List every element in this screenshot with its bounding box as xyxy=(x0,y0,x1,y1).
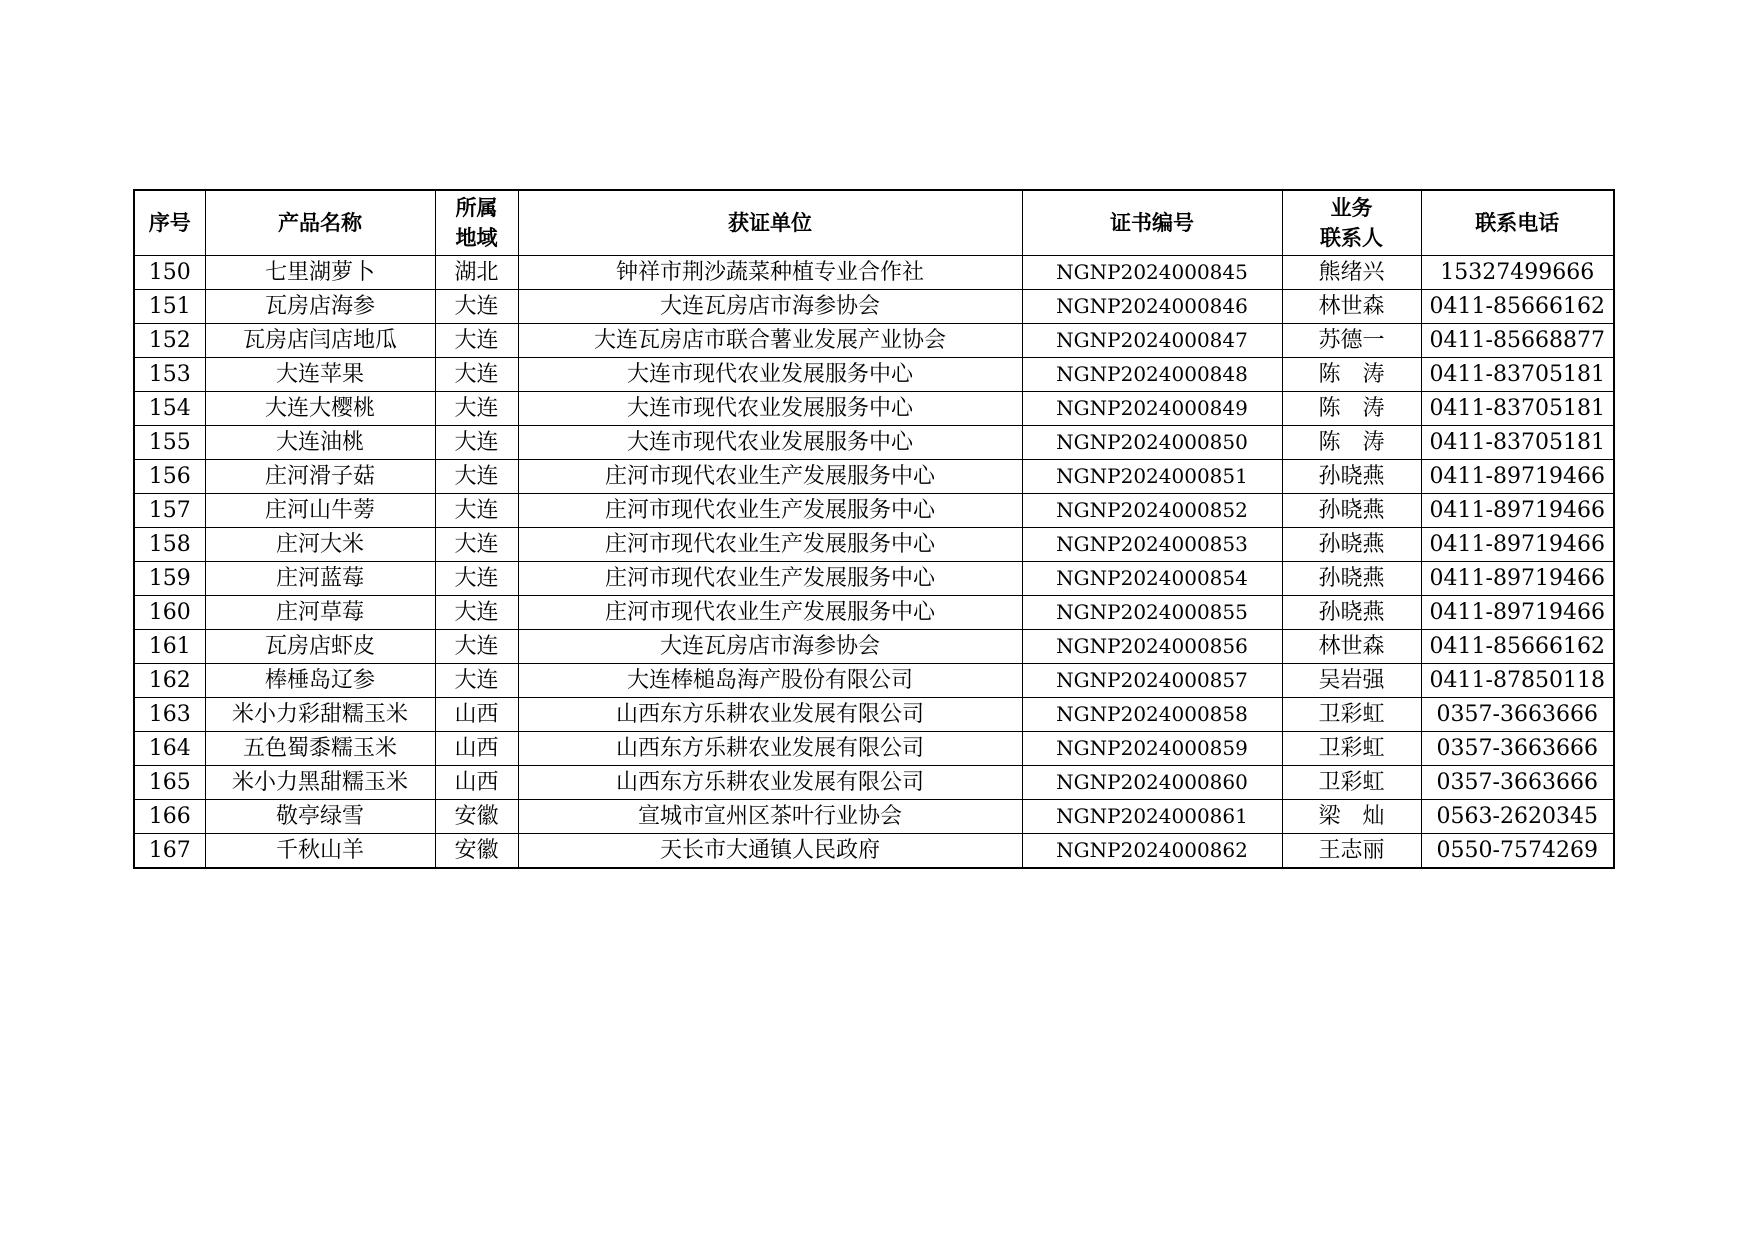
cell-seq: 165 xyxy=(134,766,205,800)
table-row xyxy=(134,800,1614,834)
table-row xyxy=(134,562,1614,596)
cell-unit: 宣城市宣州区茶叶行业协会 xyxy=(518,800,1022,834)
cell-region: 湖北 xyxy=(435,256,518,290)
cell-region: 大连 xyxy=(435,528,518,562)
cell-phone: 0411-83705181 xyxy=(1421,392,1614,426)
cell-region: 山西 xyxy=(435,766,518,800)
cell-phone: 0357-3663666 xyxy=(1421,698,1614,732)
cell-contact: 陈 涛 xyxy=(1282,392,1421,426)
cell-region: 大连 xyxy=(435,358,518,392)
cell-unit: 庄河市现代农业生产发展服务中心 xyxy=(518,528,1022,562)
cell-seq: 151 xyxy=(134,290,205,324)
table-row xyxy=(134,426,1614,460)
cell-cert: NGNP2024000862 xyxy=(1022,834,1282,869)
cell-unit: 庄河市现代农业生产发展服务中心 xyxy=(518,494,1022,528)
cell-unit: 山西东方乐耕农业发展有限公司 xyxy=(518,698,1022,732)
cell-product: 庄河滑子菇 xyxy=(205,460,435,494)
cell-region: 大连 xyxy=(435,460,518,494)
cell-unit: 大连市现代农业发展服务中心 xyxy=(518,392,1022,426)
cell-phone: 0411-83705181 xyxy=(1421,358,1614,392)
table-row xyxy=(134,834,1614,869)
table-row xyxy=(134,358,1614,392)
cell-product: 敬亭绿雪 xyxy=(205,800,435,834)
cell-region: 大连 xyxy=(435,664,518,698)
cell-region: 安徽 xyxy=(435,834,518,869)
cell-unit: 山西东方乐耕农业发展有限公司 xyxy=(518,732,1022,766)
header-product: 产品名称 xyxy=(205,190,435,256)
cell-phone: 0411-89719466 xyxy=(1421,460,1614,494)
cell-product: 米小力黑甜糯玉米 xyxy=(205,766,435,800)
cell-phone: 0563-2620345 xyxy=(1421,800,1614,834)
table-row xyxy=(134,528,1614,562)
cell-cert: NGNP2024000858 xyxy=(1022,698,1282,732)
cell-unit: 大连瓦房店市联合薯业发展产业协会 xyxy=(518,324,1022,358)
header-region xyxy=(435,190,518,256)
cell-unit: 庄河市现代农业生产发展服务中心 xyxy=(518,460,1022,494)
cell-seq: 159 xyxy=(134,562,205,596)
cell-product: 庄河山牛蒡 xyxy=(205,494,435,528)
cell-seq: 158 xyxy=(134,528,205,562)
table-row xyxy=(134,256,1614,290)
cell-region: 大连 xyxy=(435,324,518,358)
cell-contact: 林世森 xyxy=(1282,630,1421,664)
cell-product: 庄河蓝莓 xyxy=(205,562,435,596)
header-contact-line1: 业务 xyxy=(1330,196,1373,220)
cell-contact: 孙晓燕 xyxy=(1282,528,1421,562)
cell-product: 庄河大米 xyxy=(205,528,435,562)
table-row xyxy=(134,324,1614,358)
cell-seq: 154 xyxy=(134,392,205,426)
table-row xyxy=(134,732,1614,766)
cell-cert: NGNP2024000855 xyxy=(1022,596,1282,630)
cell-unit: 天长市大通镇人民政府 xyxy=(518,834,1022,869)
cell-seq: 156 xyxy=(134,460,205,494)
cell-product: 大连油桃 xyxy=(205,426,435,460)
cell-unit: 大连瓦房店市海参协会 xyxy=(518,290,1022,324)
table-row xyxy=(134,392,1614,426)
cell-contact: 林世森 xyxy=(1282,290,1421,324)
cell-unit: 大连瓦房店市海参协会 xyxy=(518,630,1022,664)
header-region-line2: 地域 xyxy=(455,226,498,250)
cell-seq: 164 xyxy=(134,732,205,766)
cell-seq: 152 xyxy=(134,324,205,358)
cell-region: 大连 xyxy=(435,596,518,630)
cell-seq: 167 xyxy=(134,834,205,869)
header-unit: 获证单位 xyxy=(518,190,1022,256)
cell-phone: 0411-89719466 xyxy=(1421,528,1614,562)
cell-phone: 0550-7574269 xyxy=(1421,834,1614,869)
cell-phone: 0411-89719466 xyxy=(1421,596,1614,630)
cell-cert: NGNP2024000859 xyxy=(1022,732,1282,766)
cell-unit: 山西东方乐耕农业发展有限公司 xyxy=(518,766,1022,800)
cell-phone: 15327499666 xyxy=(1421,256,1614,290)
cell-unit: 大连棒槌岛海产股份有限公司 xyxy=(518,664,1022,698)
cell-seq: 160 xyxy=(134,596,205,630)
cell-cert: NGNP2024000849 xyxy=(1022,392,1282,426)
cell-region: 安徽 xyxy=(435,800,518,834)
cell-product: 五色蜀黍糯玉米 xyxy=(205,732,435,766)
cell-contact: 梁 灿 xyxy=(1282,800,1421,834)
cell-product: 庄河草莓 xyxy=(205,596,435,630)
cell-unit: 庄河市现代农业生产发展服务中心 xyxy=(518,562,1022,596)
cell-region: 大连 xyxy=(435,562,518,596)
cell-phone: 0411-85668877 xyxy=(1421,324,1614,358)
cell-contact: 孙晓燕 xyxy=(1282,460,1421,494)
cell-region: 大连 xyxy=(435,392,518,426)
cell-phone: 0411-85666162 xyxy=(1421,290,1614,324)
cell-contact: 卫彩虹 xyxy=(1282,732,1421,766)
cell-phone: 0411-85666162 xyxy=(1421,630,1614,664)
cell-cert: NGNP2024000851 xyxy=(1022,460,1282,494)
cell-cert: NGNP2024000861 xyxy=(1022,800,1282,834)
cell-unit: 庄河市现代农业生产发展服务中心 xyxy=(518,596,1022,630)
table-row xyxy=(134,290,1614,324)
cell-cert: NGNP2024000853 xyxy=(1022,528,1282,562)
cell-phone: 0357-3663666 xyxy=(1421,732,1614,766)
cell-contact: 苏德一 xyxy=(1282,324,1421,358)
header-cert: 证书编号 xyxy=(1022,190,1282,256)
cell-product: 大连大樱桃 xyxy=(205,392,435,426)
cell-phone: 0411-89719466 xyxy=(1421,494,1614,528)
cell-seq: 153 xyxy=(134,358,205,392)
cell-product: 米小力彩甜糯玉米 xyxy=(205,698,435,732)
certificate-list xyxy=(133,189,1613,869)
header-region-line1: 所属 xyxy=(455,196,498,220)
header-phone: 联系电话 xyxy=(1421,190,1614,256)
cell-contact: 陈 涛 xyxy=(1282,426,1421,460)
cell-cert: NGNP2024000845 xyxy=(1022,256,1282,290)
cell-phone: 0411-87850118 xyxy=(1421,664,1614,698)
cell-cert: NGNP2024000860 xyxy=(1022,766,1282,800)
table-row xyxy=(134,460,1614,494)
table-row xyxy=(134,596,1614,630)
cell-unit: 大连市现代农业发展服务中心 xyxy=(518,426,1022,460)
cell-cert: NGNP2024000847 xyxy=(1022,324,1282,358)
cell-product: 瓦房店虾皮 xyxy=(205,630,435,664)
certificate-table xyxy=(133,189,1615,869)
table-row xyxy=(134,698,1614,732)
cell-region: 大连 xyxy=(435,630,518,664)
cell-cert: NGNP2024000852 xyxy=(1022,494,1282,528)
table-row xyxy=(134,494,1614,528)
cell-cert: NGNP2024000857 xyxy=(1022,664,1282,698)
cell-cert: NGNP2024000848 xyxy=(1022,358,1282,392)
cell-seq: 150 xyxy=(134,256,205,290)
cell-seq: 166 xyxy=(134,800,205,834)
cell-product: 瓦房店海参 xyxy=(205,290,435,324)
header-seq: 序号 xyxy=(134,190,205,256)
cell-seq: 162 xyxy=(134,664,205,698)
cell-phone: 0411-83705181 xyxy=(1421,426,1614,460)
cell-phone: 0411-89719466 xyxy=(1421,562,1614,596)
cell-contact: 卫彩虹 xyxy=(1282,698,1421,732)
cell-product: 棒棰岛辽参 xyxy=(205,664,435,698)
cell-region: 大连 xyxy=(435,290,518,324)
cell-unit: 钟祥市荆沙蔬菜种植专业合作社 xyxy=(518,256,1022,290)
table-row xyxy=(134,630,1614,664)
cell-product: 千秋山羊 xyxy=(205,834,435,869)
cell-cert: NGNP2024000850 xyxy=(1022,426,1282,460)
cell-cert: NGNP2024000856 xyxy=(1022,630,1282,664)
cell-region: 大连 xyxy=(435,494,518,528)
header-contact-line2: 联系人 xyxy=(1320,226,1383,250)
cell-contact: 孙晓燕 xyxy=(1282,562,1421,596)
cell-region: 大连 xyxy=(435,426,518,460)
cell-seq: 161 xyxy=(134,630,205,664)
cell-seq: 157 xyxy=(134,494,205,528)
cell-region: 山西 xyxy=(435,698,518,732)
table-row xyxy=(134,664,1614,698)
cell-seq: 155 xyxy=(134,426,205,460)
cell-region: 山西 xyxy=(435,732,518,766)
cell-contact: 陈 涛 xyxy=(1282,358,1421,392)
cell-seq: 163 xyxy=(134,698,205,732)
cell-product: 七里湖萝卜 xyxy=(205,256,435,290)
cell-product: 大连苹果 xyxy=(205,358,435,392)
cell-cert: NGNP2024000854 xyxy=(1022,562,1282,596)
cell-product: 瓦房店闫店地瓜 xyxy=(205,324,435,358)
table-header-row xyxy=(134,190,1614,256)
cell-contact: 孙晓燕 xyxy=(1282,596,1421,630)
table-body xyxy=(134,256,1614,869)
cell-contact: 卫彩虹 xyxy=(1282,766,1421,800)
header-contact xyxy=(1282,190,1421,256)
table-row xyxy=(134,766,1614,800)
cell-phone: 0357-3663666 xyxy=(1421,766,1614,800)
cell-contact: 熊绪兴 xyxy=(1282,256,1421,290)
cell-contact: 孙晓燕 xyxy=(1282,494,1421,528)
cell-contact: 吴岩强 xyxy=(1282,664,1421,698)
cell-unit: 大连市现代农业发展服务中心 xyxy=(518,358,1022,392)
cell-contact: 王志丽 xyxy=(1282,834,1421,869)
cell-cert: NGNP2024000846 xyxy=(1022,290,1282,324)
